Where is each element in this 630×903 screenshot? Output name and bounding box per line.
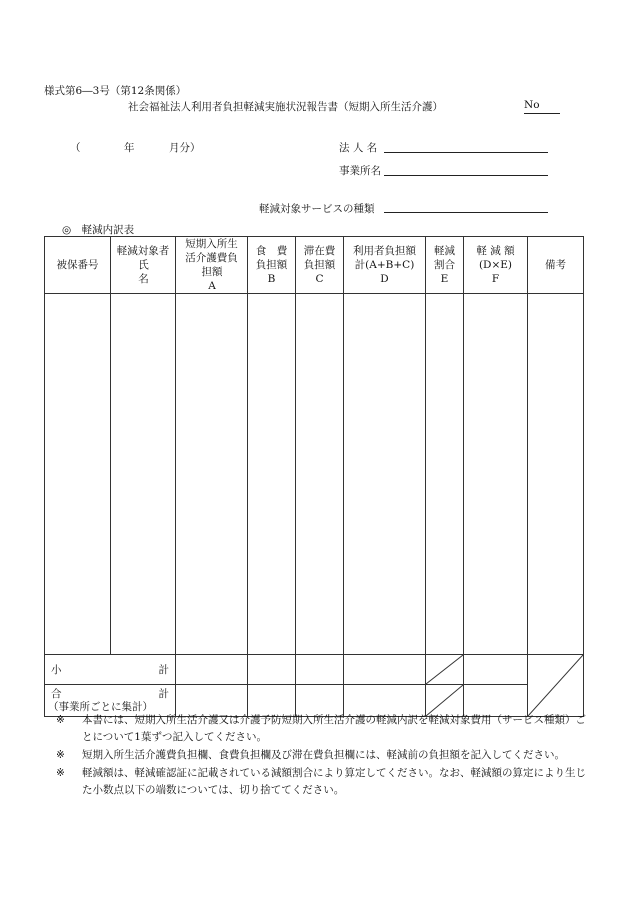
cell-total[interactable] (344, 294, 426, 655)
notes (56, 712, 586, 800)
corporation-field[interactable] (384, 152, 548, 153)
subtotal-row (45, 655, 584, 685)
header-stay-cost-c: 滞在費 負担額 C (296, 237, 344, 294)
cell-ratio[interactable] (426, 294, 464, 655)
no-field[interactable] (524, 113, 560, 114)
subtotal-total[interactable] (344, 655, 426, 685)
table-header-row (45, 237, 584, 294)
cell-remarks[interactable] (528, 294, 584, 655)
month-field[interactable] (140, 138, 168, 152)
header-care-cost-a: 短期入所生 活介護費負 担額 A (176, 237, 248, 294)
header-reduction-f: 軽 減 額 (D×E) F (464, 237, 528, 294)
cell-reduction[interactable] (464, 294, 528, 655)
month-label: 月分） (169, 142, 201, 154)
corporation-label: 法 人 名 (339, 142, 378, 154)
reduction-detail-table (44, 236, 584, 717)
form-number: 様式第6―3号（第12条関係） (44, 85, 187, 97)
subtotal-food-cost[interactable] (248, 655, 296, 685)
office-field[interactable] (384, 175, 548, 176)
header-total-d: 利用者負担額 計(A+B+C) D (344, 237, 426, 294)
subtotal-label: 小 計 (45, 655, 176, 685)
header-person-name: 軽減対象者 氏 名 (111, 237, 176, 294)
note-2: ※ 短期入所生活介護費負担欄、食費負担欄及び滞在費負担欄には、軽減前の負担額を記入してください。 (56, 749, 565, 761)
subtotal-ratio-diagonal (426, 655, 464, 685)
section-title: ◎ 軽減内訳表 (62, 224, 135, 236)
note-3: ※ 軽減額は、軽減確認証に記載されている減額割合により算定してください。なお、軽減額の算定により生じた小数点以下の端数については、切り捨ててください。 (56, 767, 586, 796)
header-ratio-e: 軽減 割合 E (426, 237, 464, 294)
service-type-label: 軽減対象サービスの種類 (259, 203, 375, 215)
cell-insured-number[interactable] (45, 294, 111, 655)
subtotal-reduction[interactable] (464, 655, 528, 685)
total-label: 合 計 （事業所ごとに集計） (45, 685, 176, 717)
header-food-cost-b: 食 費 負担額 B (248, 237, 296, 294)
subtotal-care-cost[interactable] (176, 655, 248, 685)
page-title: 社会福祉法人利用者負担軽減実施状況報告書（短期入所生活介護） (128, 101, 443, 113)
remarks-diagonal (528, 655, 584, 717)
subtotal-stay-cost[interactable] (296, 655, 344, 685)
note-1: ※ 本書には、短期入所生活介護又は介護予防短期入所生活介護の軽減内訳を軽減対象費用（サービス種類）ごとについて1葉ずつ記入してください。 (56, 714, 586, 743)
year-field[interactable] (94, 138, 122, 152)
no-label: No (524, 99, 540, 111)
cell-care-cost[interactable] (176, 294, 248, 655)
service-type-field[interactable] (384, 212, 548, 213)
period-open-paren: （ (70, 142, 81, 154)
office-label: 事業所名 (339, 165, 381, 177)
header-remarks: 備考 (528, 237, 584, 294)
cell-food-cost[interactable] (248, 294, 296, 655)
year-label: 年 (124, 142, 135, 154)
table-body-row (45, 294, 584, 655)
cell-person-name[interactable] (111, 294, 176, 655)
header-insured-number: 被保番号 (45, 237, 111, 294)
cell-stay-cost[interactable] (296, 294, 344, 655)
